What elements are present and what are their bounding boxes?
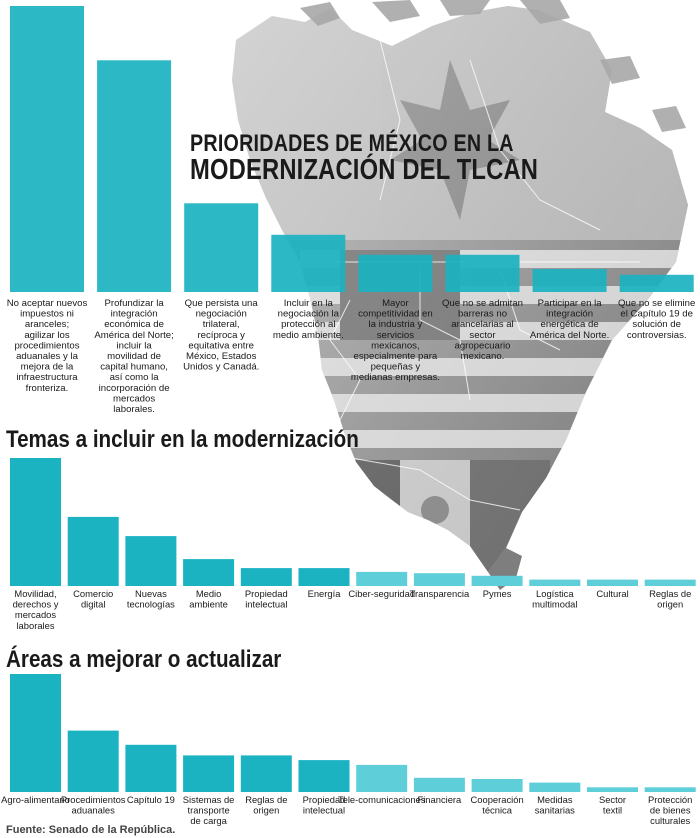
bar (10, 674, 61, 792)
category-label: Propiedad intelectual (302, 794, 346, 816)
category-label: Financiera (417, 794, 462, 805)
category-label: Que persista una negociación trilateral, recíproca y equitativa entre México, Estados Unidos y Canadá. (183, 298, 260, 373)
bar (529, 783, 580, 792)
category-label: Logística multimodal (532, 588, 578, 610)
category-label: Profundizar la integración económica de América del Norte; incluir la movilidad de capital humano, así como la incorporación de mercados laborales. (94, 298, 174, 415)
bar (299, 760, 350, 792)
areas-chart (1, 674, 696, 826)
category-label: Incluir en la negociación la protección al medio ambiente. (272, 298, 344, 341)
source-note: Fuente: Senado de la República. (6, 824, 176, 836)
category-label: Que no se admitan barreras no arancelarias al sector agropecuario mexicano. (441, 298, 524, 362)
bar (414, 573, 465, 586)
category-label: Agro-alimentario (1, 794, 70, 805)
category-label: Medio ambiente (189, 588, 228, 610)
category-label: Capítulo 19 (126, 794, 175, 805)
category-label: Transparencia (409, 588, 470, 599)
category-label: Pymes (482, 588, 512, 599)
category-label: Sistemas de transporte de carga (182, 794, 235, 827)
category-label: Procedimientos aduanales (60, 794, 126, 816)
page-title-line-1: PRIORIDADES DE MÉXICO EN LA (190, 130, 514, 157)
category-label: Movilidad, derechos y mercados laborales (12, 588, 59, 631)
bar (620, 275, 694, 292)
topics-chart (10, 458, 696, 631)
bar (241, 755, 292, 792)
bar (10, 458, 61, 586)
bar (533, 269, 607, 292)
category-label: Tele-comunicaciones (337, 794, 426, 805)
bar (299, 568, 350, 586)
bar (184, 203, 258, 292)
category-label: Cultural (596, 588, 629, 599)
bar (356, 765, 407, 792)
page-title (190, 132, 538, 186)
category-label: Energía (307, 588, 341, 599)
section-title-areas: Áreas a mejorar o actualizar (6, 646, 282, 673)
bar (183, 755, 234, 792)
category-label: Reglas de origen (649, 588, 692, 610)
bar (645, 787, 696, 792)
bar (125, 745, 176, 792)
category-label: Mayor competitividad en la industria y servicios mexicanos, especialmente para pequeñas y medianas empresas. (350, 298, 440, 384)
bar (241, 568, 292, 586)
bar (529, 580, 580, 586)
bar (645, 580, 696, 586)
category-label: Ciber-seguridad (348, 588, 416, 599)
category-label: Comercio digital (73, 588, 114, 610)
bar (358, 255, 432, 292)
priorities-chart (7, 6, 696, 415)
category-label: Participar en la integración energética de América del Norte. (529, 298, 610, 341)
bar (472, 576, 523, 586)
category-label: Reglas de origen (245, 794, 288, 816)
bar (97, 60, 171, 292)
bar (414, 778, 465, 792)
category-label: Propiedad intelectual (244, 588, 288, 610)
bar (68, 731, 119, 792)
category-label: Cooperación técnica (470, 794, 524, 816)
category-label: Que no se elimine el Capítulo 19 de solución de controversias. (618, 298, 696, 341)
category-label: Sector textil (598, 794, 627, 816)
bar (472, 779, 523, 792)
bar (10, 6, 84, 292)
page-title-line-2: MODERNIZACIÓN DEL TLCAN (190, 154, 539, 187)
category-label: Nuevas tecnologías (126, 588, 175, 610)
category-label: Protección de bienes culturales (648, 794, 693, 827)
bar (587, 580, 638, 586)
bar (125, 536, 176, 586)
category-label: Medidas sanitarias (534, 794, 575, 816)
category-label: No aceptar nuevos impuestos ni aranceles; agilizar los procedimientos aduanales y la mejora de la infraestructura fronteriza. (6, 298, 88, 394)
bar (68, 517, 119, 586)
section-title-topics: Temas a incluir en la modernización (6, 426, 359, 453)
bar (446, 255, 520, 292)
bar (356, 572, 407, 586)
bar (587, 787, 638, 792)
bar (271, 235, 345, 292)
bar (183, 559, 234, 586)
